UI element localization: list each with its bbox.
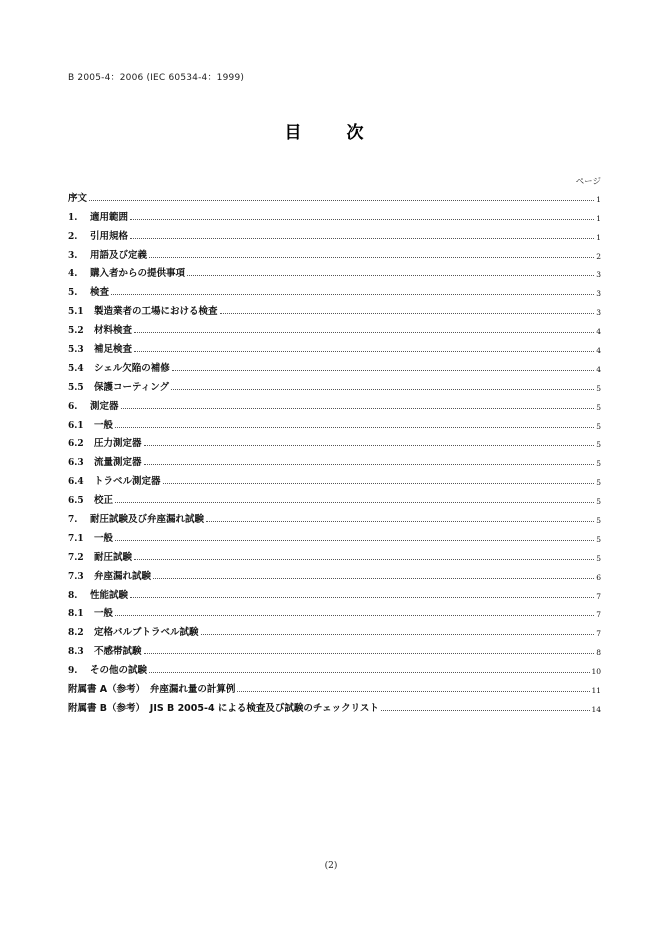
toc-entry-page: 4 [596,327,601,337]
toc-entry-number: 5.5 [68,382,84,393]
toc-entry-number: 6.4 [68,477,84,488]
toc-leader-dots [134,332,594,333]
toc-entry-title: 校正 [94,495,114,507]
toc-entry[interactable] [68,298,601,317]
toc-entry[interactable] [68,695,601,714]
toc-entry-number: 7.3 [68,571,84,582]
toc-entry[interactable] [68,374,601,393]
toc-entry-page: 3 [596,270,601,280]
toc-entry-title: 補足検査 [94,344,133,356]
toc-entry-title: 性能試験 [90,589,129,601]
toc-entry[interactable] [68,336,601,355]
toc-leader-dots [111,294,594,295]
toc-entry[interactable] [68,431,601,450]
toc-leader-dots [89,200,594,201]
toc-entry-page: 5 [596,553,601,563]
toc-entry[interactable] [68,601,601,620]
toc-entry[interactable] [68,506,601,525]
toc-entry-title: 弁座漏れ試験 [94,570,152,582]
toc-entry-number: 4. [68,269,78,280]
toc-leader-dots [130,238,594,239]
toc-entry-number: 7.1 [68,533,84,544]
toc-leader-dots [115,502,594,503]
toc-entry[interactable] [68,355,601,374]
toc-leader-dots [121,408,594,409]
toc-entry[interactable] [68,525,601,544]
toc-leader-dots [163,483,594,484]
toc-entry[interactable] [68,619,601,638]
toc-leader-dots [172,370,594,371]
toc-leader-dots [130,219,594,220]
page-column-label: ページ [575,177,601,187]
toc-leader-dots [144,445,594,446]
toc-entry-title: 耐圧試験 [94,551,133,563]
toc-entry-title: 購入者からの提供事項 [90,268,186,280]
toc-entry-title: 測定器 [90,400,119,412]
toc-entry[interactable] [68,185,601,204]
toc-entry-page: 1 [596,232,601,242]
toc-entry-page: 8 [596,648,601,658]
toc-leader-dots [201,634,594,635]
toc-entry[interactable] [68,449,601,468]
toc-entry-number: 7. [68,515,78,526]
toc-entry[interactable] [68,487,601,506]
toc-entry-title: 一般 [94,419,114,431]
toc-entry-number: 8.1 [68,609,84,620]
toc-entry-number: 6.1 [68,420,84,431]
toc-entry-title: 製造業者の工場における検査 [94,306,218,318]
toc-leader-dots [144,653,594,654]
table-of-contents [68,185,601,714]
toc-entry-number: 1. [68,212,78,223]
toc-entry[interactable] [68,412,601,431]
toc-entry-number: 6.5 [68,496,84,507]
toc-entry-number: 6.3 [68,458,84,469]
toc-entry-number: 5.3 [68,345,84,356]
toc-leader-dots [187,275,594,276]
toc-entry-title: 附属書 B（参考） JIS B 2005-4 による検査及び試験のチェックリスト [68,702,379,714]
toc-entry[interactable] [68,223,601,242]
toc-entry-title: 適用範囲 [90,211,129,223]
toc-entry-title: 検査 [90,287,110,299]
toc-leader-dots [130,597,594,598]
toc-entry-title: 附属書 A（参考） 弁座漏れ量の計算例 [68,684,236,696]
toc-leader-dots [134,559,594,560]
toc-entry-title: 一般 [94,608,114,620]
toc-entry-number: 8.3 [68,647,84,658]
toc-entry-number: 6. [68,401,78,412]
toc-leader-dots [115,615,594,616]
toc-entry-number: 9. [68,666,78,677]
standard-number: B 2005-4：2006 (IEC 60534-4：1999) [68,73,245,83]
toc-entry-title: 保護コーティング [94,381,170,393]
toc-leader-dots [144,464,594,465]
page-title: 目 次 [284,123,378,143]
toc-entry-page: 1 [596,194,601,204]
toc-entry-title: その他の試験 [90,665,148,677]
toc-entry-page: 7 [596,629,601,639]
toc-entry-page: 5 [596,478,601,488]
toc-leader-dots [149,257,594,258]
toc-entry-number: 5.4 [68,363,84,374]
toc-leader-dots [171,389,594,390]
toc-entry[interactable] [68,563,601,582]
toc-entry-page: 5 [596,516,601,526]
toc-entry-title: 引用規格 [90,230,129,242]
toc-leader-dots [381,710,591,711]
toc-entry-page: 7 [596,591,601,601]
toc-entry[interactable] [68,544,601,563]
toc-leader-dots [153,578,594,579]
toc-leader-dots [115,427,594,428]
toc-entry-page: 2 [596,251,601,261]
toc-entry-page: 5 [596,497,601,507]
toc-entry-title: 材料検査 [94,325,133,337]
toc-leader-dots [149,672,590,673]
toc-leader-dots [220,313,594,314]
toc-entry-title: 定格バルブトラベル試験 [94,627,199,639]
toc-entry-number: 5.2 [68,326,84,337]
toc-entry[interactable] [68,676,601,695]
toc-entry[interactable] [68,279,601,298]
toc-entry-page: 5 [596,383,601,393]
toc-entry-number: 6.2 [68,439,84,450]
toc-entry-title: 圧力測定器 [94,438,142,450]
toc-entry[interactable] [68,204,601,223]
toc-entry-page: 5 [596,440,601,450]
toc-entry-number: 5. [68,288,78,299]
toc-entry-title: 一般 [94,532,114,544]
toc-entry-number: 5.1 [68,307,84,318]
toc-entry-page: 3 [596,289,601,299]
toc-entry-title: シェル欠陥の補修 [94,362,170,374]
toc-entry[interactable] [68,657,601,676]
toc-entry-page: 5 [596,402,601,412]
toc-entry[interactable] [68,242,601,261]
toc-entry-number: 8. [68,590,78,601]
toc-leader-dots [115,540,594,541]
toc-entry-page: 10 [591,667,601,677]
toc-entry[interactable] [68,638,601,657]
toc-entry-page: 1 [596,213,601,223]
toc-entry[interactable] [68,468,601,487]
toc-entry-page: 5 [596,534,601,544]
toc-entry-page: 11 [591,686,601,696]
toc-entry-title: 流量測定器 [94,457,142,469]
toc-entry-title: 用語及び定義 [90,249,148,261]
toc-leader-dots [206,521,594,522]
toc-entry[interactable] [68,393,601,412]
toc-entry-number: 8.2 [68,628,84,639]
toc-leader-dots [134,351,594,352]
toc-entry[interactable] [68,317,601,336]
toc-entry-title: 序文 [68,192,88,204]
toc-entry-number: 3. [68,250,78,261]
toc-entry-page: 14 [591,704,601,714]
toc-entry-page: 7 [596,610,601,620]
toc-entry-title: 不感帯試験 [94,646,142,658]
footer-page-number: (2) [324,861,338,871]
toc-entry-page: 3 [596,308,601,318]
toc-entry[interactable] [68,582,601,601]
toc-entry-number: 2. [68,231,78,242]
toc-entry-title: 耐圧試験及び弁座漏れ試験 [90,514,205,526]
toc-leader-dots [237,691,590,692]
toc-entry-page: 5 [596,421,601,431]
toc-entry-page: 5 [596,459,601,469]
toc-entry[interactable] [68,261,601,280]
toc-entry-title: トラベル測定器 [94,476,161,488]
toc-entry-page: 4 [596,346,601,356]
toc-entry-page: 6 [596,572,601,582]
toc-entry-page: 4 [596,364,601,374]
toc-entry-number: 7.2 [68,552,84,563]
